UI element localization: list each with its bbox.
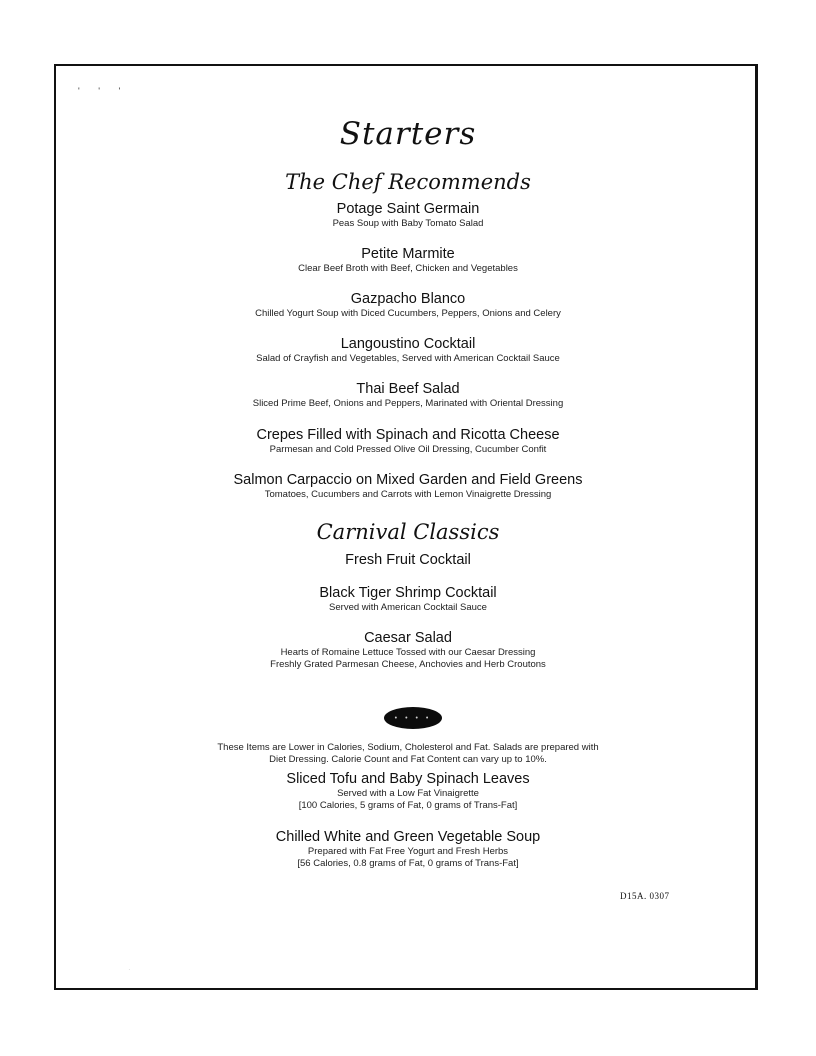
section-heading-chef: The Chef Recommends xyxy=(285,170,531,194)
page-title: Starters xyxy=(339,116,477,152)
menu-code: D15A. 0307 xyxy=(620,891,670,901)
dish-description: Salad of Crayfish and Vegetables, Served with American Cocktail Sauce xyxy=(256,353,560,364)
section-heading-classics: Carnival Classics xyxy=(316,520,500,544)
dish-name: Black Tiger Shrimp Cocktail xyxy=(319,585,497,601)
dish-description: Chilled Yogurt Soup with Diced Cucumbers, Peppers, Onions and Celery xyxy=(255,308,561,319)
dish-name: Caesar Salad xyxy=(364,630,452,646)
menu-item xyxy=(0,426,816,456)
menu-item xyxy=(0,335,816,365)
dish-nutrition: [56 Calories, 0.8 grams of Fat, 0 grams of Trans-Fat] xyxy=(297,858,519,869)
menu-item xyxy=(0,471,816,501)
dish-name: Potage Saint Germain xyxy=(336,201,480,217)
dish-name: Petite Marmite xyxy=(361,246,455,262)
dish-description: Clear Beef Broth with Beef, Chicken and Vegetables xyxy=(298,263,518,274)
dish-name: Gazpacho Blanco xyxy=(350,291,466,307)
dish-description: Freshly Grated Parmesan Cheese, Anchovies and Herb Croutons xyxy=(270,659,546,670)
note-line: Diet Dressing. Calorie Count and Fat Content can vary up to 10%. xyxy=(269,754,547,765)
menu-item xyxy=(0,584,816,614)
dish-name: Salmon Carpaccio on Mixed Garden and Field Greens xyxy=(233,472,583,488)
dish-description: Tomatoes, Cucumbers and Carrots with Lemon Vinaigrette Dressing xyxy=(264,489,552,500)
dish-name: Langoustino Cocktail xyxy=(340,336,476,352)
dish-description: Hearts of Romaine Lettuce Tossed with our Caesar Dressing xyxy=(280,647,536,658)
dish-description: Served with a Low Fat Vinaigrette xyxy=(337,788,479,799)
menu-item xyxy=(0,828,816,870)
menu-item xyxy=(0,290,816,320)
dish-nutrition: [100 Calories, 5 grams of Fat, 0 grams of Trans-Fat] xyxy=(298,800,518,811)
menu-item xyxy=(0,200,816,230)
menu-item xyxy=(0,380,816,410)
note-line: These Items are Lower in Calories, Sodium, Cholesterol and Fat. Salads are prepared with xyxy=(217,742,599,753)
menu-item xyxy=(0,629,816,671)
menu-item xyxy=(0,245,816,275)
dish-name: Thai Beef Salad xyxy=(356,381,460,397)
dish-name: Fresh Fruit Cocktail xyxy=(345,552,471,568)
menu-item xyxy=(0,551,816,569)
scan-mark: · xyxy=(128,965,131,974)
dish-description: Parmesan and Cold Pressed Olive Oil Dressing, Cucumber Confit xyxy=(269,444,547,455)
dietary-note xyxy=(210,742,606,766)
dish-name: Sliced Tofu and Baby Spinach Leaves xyxy=(286,771,530,787)
dish-name: Crepes Filled with Spinach and Ricotta Cheese xyxy=(256,427,560,443)
dish-description: Peas Soup with Baby Tomato Salad xyxy=(332,218,484,229)
dish-name: Chilled White and Green Vegetable Soup xyxy=(275,829,541,845)
spa-logo-icon: • • • • xyxy=(384,707,442,729)
menu-item xyxy=(0,770,816,812)
scan-specks: ' ' ' xyxy=(78,86,129,96)
dish-description: Prepared with Fat Free Yogurt and Fresh Herbs xyxy=(307,846,509,857)
dish-description: Served with American Cocktail Sauce xyxy=(329,602,487,613)
dish-description: Sliced Prime Beef, Onions and Peppers, Marinated with Oriental Dressing xyxy=(252,398,564,409)
